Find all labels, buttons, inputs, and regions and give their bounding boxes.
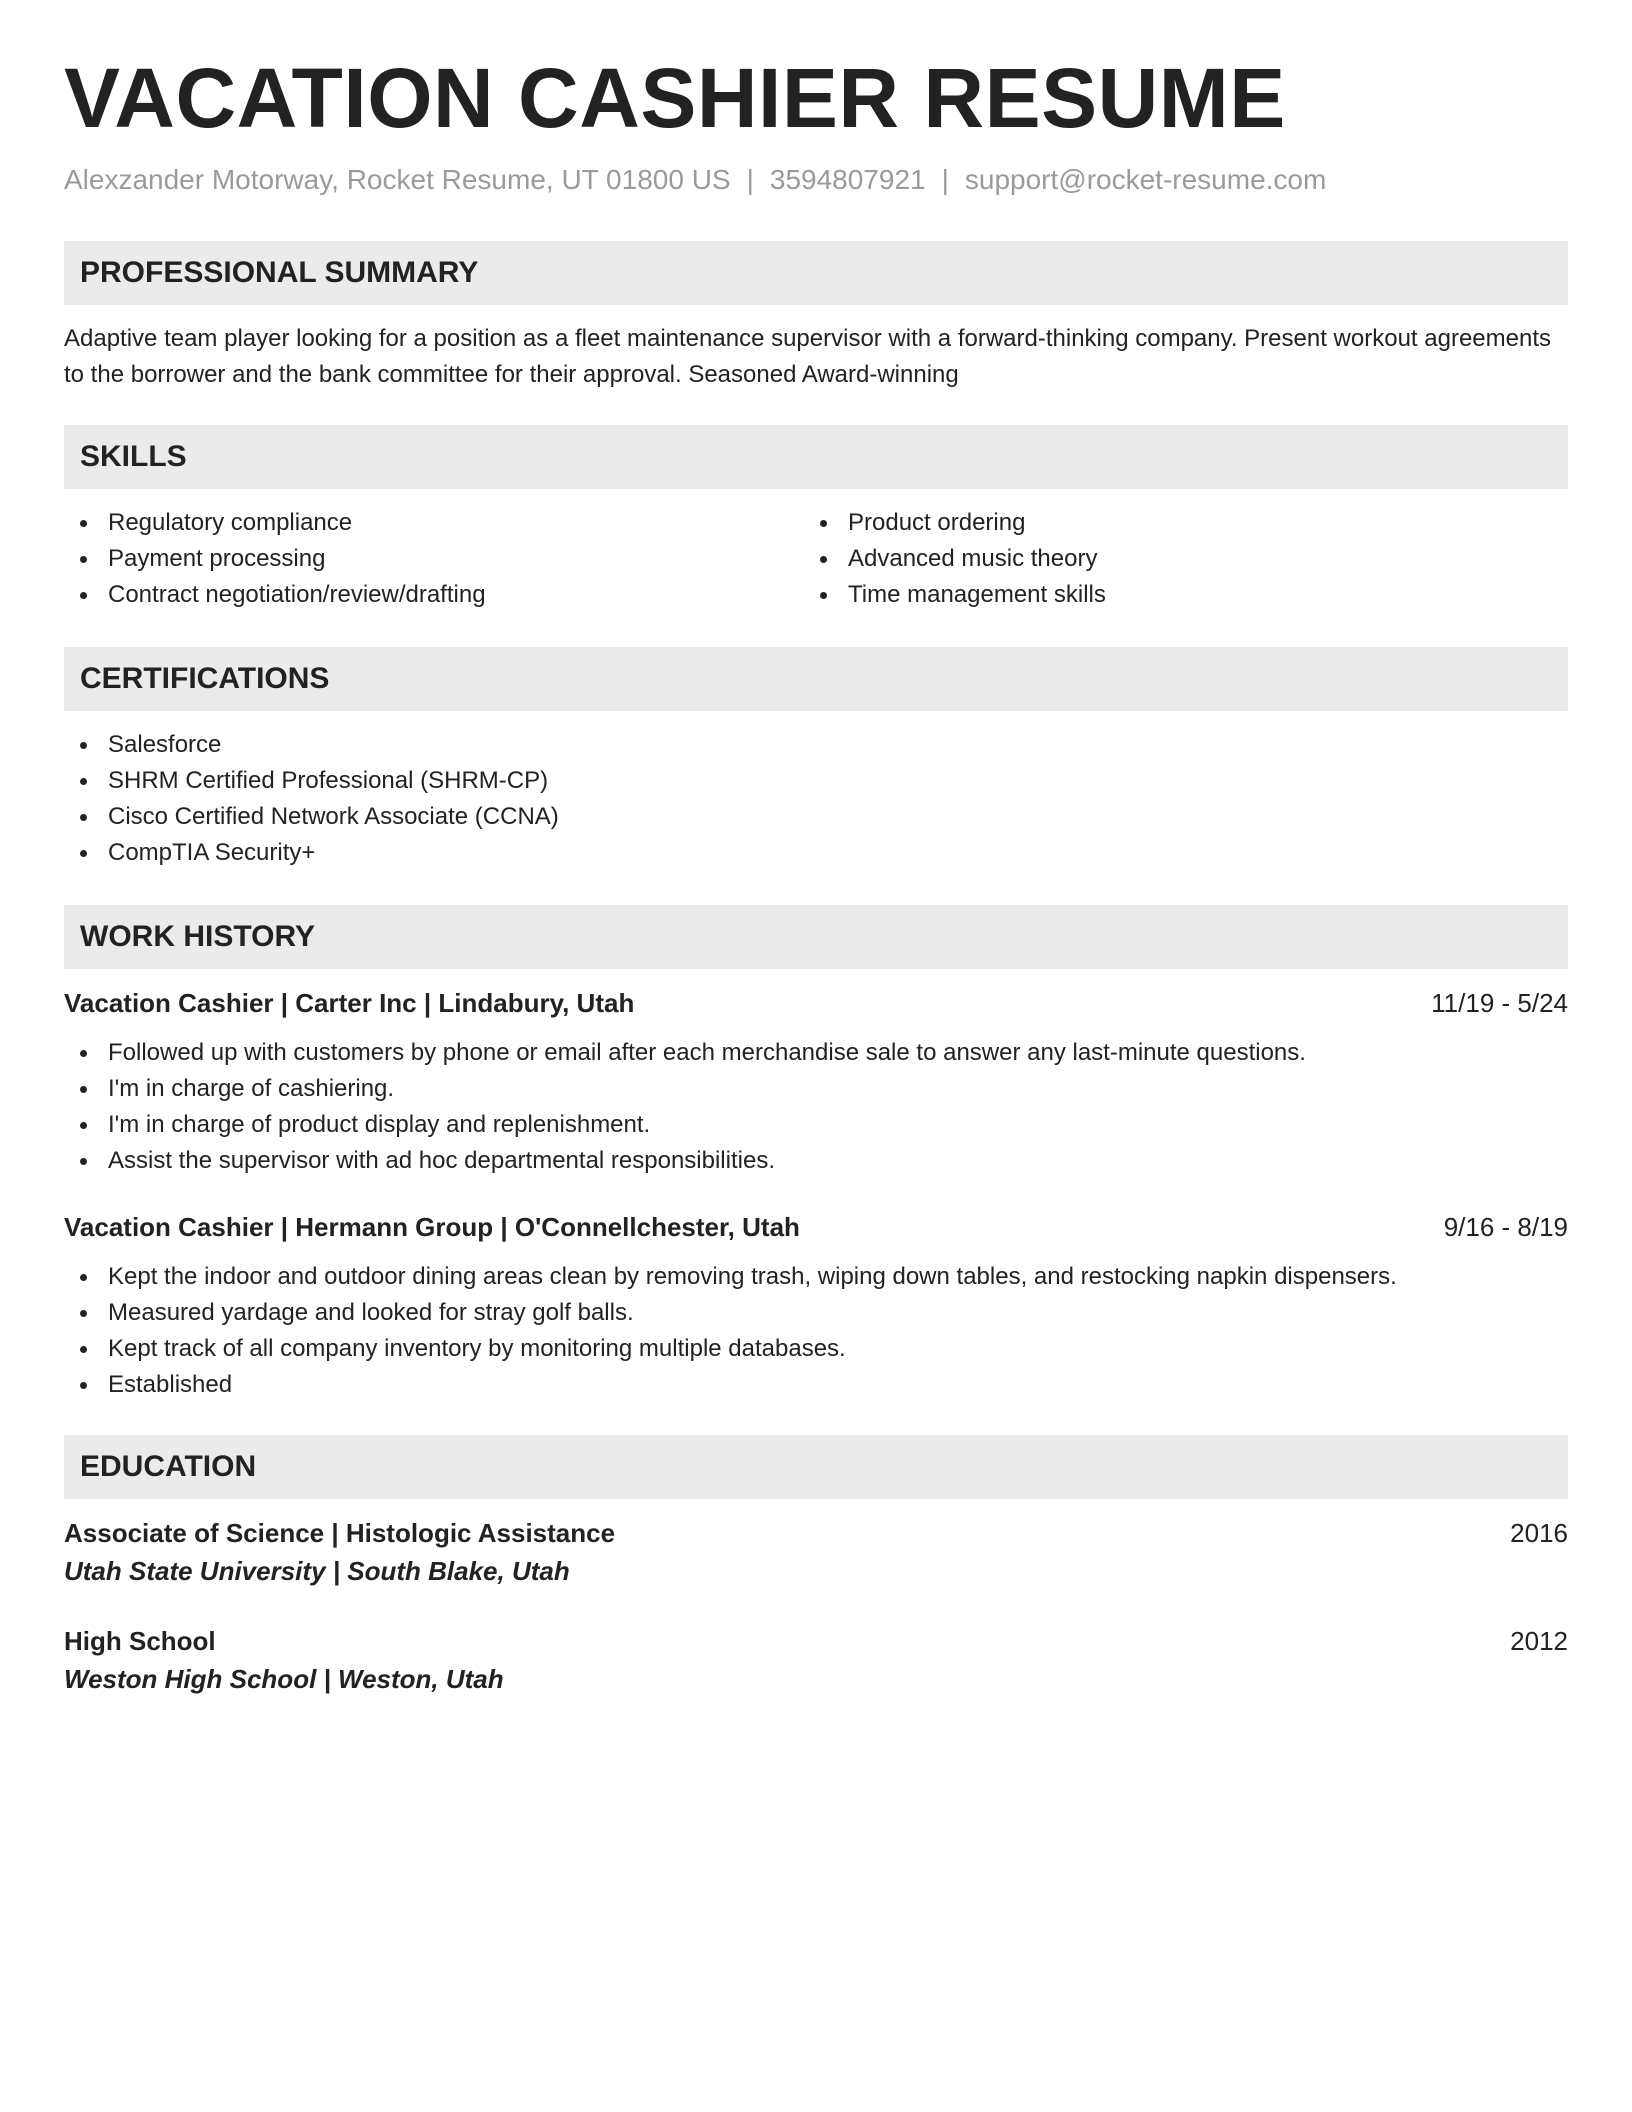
education-school: Utah State University | South Blake, Utah <box>64 1555 570 1586</box>
summary-heading: PROFESSIONAL SUMMARY <box>64 241 1568 305</box>
skill-item: Time management skills <box>804 577 1544 613</box>
certifications-heading: CERTIFICATIONS <box>64 647 1568 711</box>
job-title: Vacation Cashier | Hermann Group | O'Connellchester, Utah <box>64 1211 800 1242</box>
education-entry <box>64 1515 1568 1589</box>
education-entry <box>64 1623 1568 1697</box>
certification-item: SHRM Certified Professional (SHRM-CP) <box>64 763 1568 799</box>
job-bullet: Followed up with customers by phone or email after each merchandise sale to answer any last-minute questions. <box>64 1035 1568 1071</box>
contact-address: Alexzander Motorway, Rocket Resume, UT 01800 US <box>64 164 731 196</box>
job-bullet: Kept the indoor and outdoor dining areas clean by removing trash, wiping down tables, and restocking napkin dispensers. <box>64 1259 1568 1295</box>
skill-item: Product ordering <box>804 505 1544 541</box>
job-title: Vacation Cashier | Carter Inc | Lindabury, Utah <box>64 987 635 1018</box>
work-history-heading: WORK HISTORY <box>64 905 1568 969</box>
certifications-section <box>64 647 1568 871</box>
job-dates: 9/16 - 8/19 <box>1443 1211 1568 1242</box>
skills-grid <box>64 505 1568 613</box>
summary-text: Adaptive team player looking for a position as a fleet maintenance supervisor with a forward-thinking company. Present workout agreements to the borrower and the bank committee for their approval. Seasoned Award-winning <box>64 324 1551 388</box>
contact-email: support@rocket-resume.com <box>964 164 1327 196</box>
skills-heading: SKILLS <box>64 425 1568 489</box>
work-history-section <box>64 905 1568 1403</box>
job-entry <box>64 985 1568 1179</box>
job-bullet: I'm in charge of product display and replenishment. <box>64 1107 1568 1143</box>
job-bullet: Measured yardage and looked for stray golf balls. <box>64 1295 1568 1331</box>
skill-item: Advanced music theory <box>804 541 1544 577</box>
education-degree: High School <box>64 1625 216 1656</box>
job-header <box>64 1209 1568 1245</box>
job-bullet: Kept track of all company inventory by monitoring multiple databases. <box>64 1331 1568 1367</box>
skills-column-right <box>804 505 1544 613</box>
skill-item: Contract negotiation/review/drafting <box>64 577 804 613</box>
education-year: 2016 <box>1510 1517 1568 1548</box>
certification-item: Salesforce <box>64 727 1568 763</box>
job-header <box>64 985 1568 1021</box>
job-bullet: I'm in charge of cashiering. <box>64 1071 1568 1107</box>
resume-title: VACATION CASHIER RESUME <box>64 51 1286 145</box>
skill-item: Regulatory compliance <box>64 505 804 541</box>
job-entry <box>64 1209 1568 1403</box>
skill-item: Payment processing <box>64 541 804 577</box>
job-bullet: Established <box>64 1367 1568 1403</box>
certification-item: Cisco Certified Network Associate (CCNA) <box>64 799 1568 835</box>
contact-separator: | <box>941 164 949 196</box>
job-bullet: Assist the supervisor with ad hoc departmental responsibilities. <box>64 1143 1568 1179</box>
contact-phone: 3594807921 <box>769 164 926 196</box>
education-year: 2012 <box>1510 1625 1568 1656</box>
education-header <box>64 1623 1568 1659</box>
contact-separator: | <box>746 164 754 196</box>
contact-line <box>64 162 1568 198</box>
education-school: Weston High School | Weston, Utah <box>64 1663 504 1694</box>
job-dates: 11/19 - 5/24 <box>1431 987 1568 1018</box>
summary-section <box>64 241 1568 393</box>
education-header <box>64 1515 1568 1551</box>
education-degree: Associate of Science | Histologic Assistance <box>64 1517 616 1548</box>
skills-section <box>64 425 1568 613</box>
education-section <box>64 1435 1568 1697</box>
education-heading: EDUCATION <box>64 1435 1568 1499</box>
skills-column-left <box>64 505 804 613</box>
certification-item: CompTIA Security+ <box>64 835 1568 871</box>
